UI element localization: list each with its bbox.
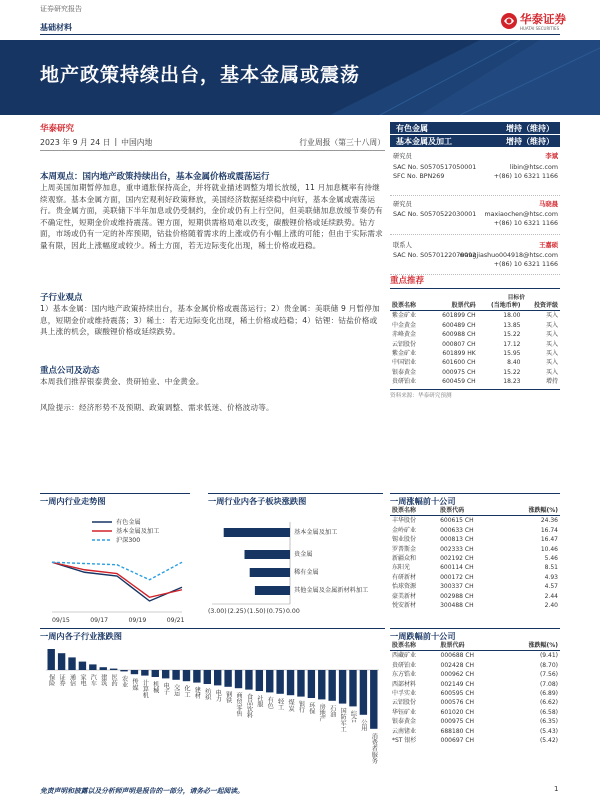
table-cell: 17.12 xyxy=(503,340,521,348)
table-cell: 丰华股份 xyxy=(392,517,417,525)
bar-category-label: 环保 xyxy=(307,702,315,715)
table-cell: 15.95 xyxy=(503,350,521,358)
bar-category-label: 钢铁 xyxy=(224,690,232,704)
table-cell: 000975 CH xyxy=(440,718,475,726)
bar xyxy=(172,670,179,680)
table-row xyxy=(390,330,560,339)
analyst-list xyxy=(390,151,560,275)
bar-category-label: 稀有金属 xyxy=(294,569,319,576)
table-row xyxy=(390,349,560,358)
table-cell: 东方锆业 xyxy=(392,671,417,679)
table-cell: 银泰黄金 xyxy=(392,718,417,726)
table-cell: 000576 CH xyxy=(440,699,475,707)
bar xyxy=(255,586,290,595)
table-cell: 000172 CH xyxy=(440,573,474,581)
table-cell: 002149 CH xyxy=(440,680,475,688)
bar-category-label: 传媒 xyxy=(130,678,138,691)
table-row xyxy=(390,535,560,544)
table-cell: 买入 xyxy=(545,331,558,339)
bar xyxy=(68,657,75,670)
x-tick-label: (1.50) xyxy=(247,608,266,615)
bar-category-label: 房地产 xyxy=(318,703,326,723)
bar xyxy=(224,670,231,687)
bar-category-label: 家电 xyxy=(78,674,86,687)
table-header-row: 股票名称 股票代码 涨跌幅(%) xyxy=(392,642,558,649)
bar xyxy=(297,670,304,697)
chart3-title: 一周内各子行业涨跌图 xyxy=(40,628,385,642)
gainers-table xyxy=(390,506,560,610)
table-cell: 贵研铂业 xyxy=(392,378,417,386)
bar-category-label: 基本金属及加工 xyxy=(294,529,338,536)
key-picks-title: 重点推荐 xyxy=(390,274,560,289)
bar xyxy=(183,670,190,681)
table-cell: 000975 CH xyxy=(442,368,476,376)
bar xyxy=(349,670,356,706)
bar-category-label: 通信 xyxy=(68,674,76,687)
bar xyxy=(224,528,290,537)
x-tick-label: 09/19 xyxy=(128,617,147,624)
rating-row: 基本金属及加工 增持（维持） xyxy=(390,135,560,147)
table-cell: 002192 CH xyxy=(440,555,474,563)
table-cell: 10.46 xyxy=(540,545,558,553)
table-row xyxy=(390,708,560,717)
bar-category-label: 医药 xyxy=(110,674,118,687)
table-cell: 15.22 xyxy=(503,368,521,376)
bar-category-label: 轻工 xyxy=(276,697,284,711)
table-cell: 买入 xyxy=(545,340,558,348)
table-cell: 18.23 xyxy=(503,378,521,386)
sector-label: 基础材料 xyxy=(40,23,72,32)
table-cell: 5.46 xyxy=(544,555,558,563)
table-cell: 新疆众和 xyxy=(392,555,417,563)
table-cell: 西部材料 xyxy=(392,680,417,688)
table-row xyxy=(390,516,560,526)
table-cell: 002333 CH xyxy=(440,545,474,553)
bar xyxy=(214,670,221,685)
viewpoint-title: 本周观点：国内地产政策持续出台，基本金属价格或震荡运行 xyxy=(40,172,270,182)
bar xyxy=(245,550,291,559)
bar-category-label: 汽车 xyxy=(89,674,97,687)
table-cell: 18.00 xyxy=(503,312,521,320)
table-cell: 锡业股份 xyxy=(392,536,417,544)
company-title: 重点公司及动态 xyxy=(40,366,100,376)
losers-table xyxy=(390,641,560,745)
bar-category-label: 银行 xyxy=(297,700,305,714)
bar xyxy=(256,670,263,691)
key-picks-target-header: 目标价 xyxy=(507,295,525,301)
analyst-card: 联系人 王嘉硕 SAC No. S0570122070092 wangjiashuo004918@htsc.com +(86) 10 6321 1166 xyxy=(390,235,560,275)
table-cell: 买入 xyxy=(545,359,558,367)
bar xyxy=(100,667,107,670)
table-cell: 002988 CH xyxy=(440,592,474,600)
bar xyxy=(287,670,294,695)
bar xyxy=(370,670,377,729)
table-cell: 2.44 xyxy=(544,592,558,600)
risk-text: 风险提示：经济形势不及预期、政策调整、需求低迷、价格波动等。 xyxy=(40,403,274,412)
table-cell: 688180 CH xyxy=(440,727,475,735)
meta-divider xyxy=(40,150,385,151)
bar-category-label: 保险 xyxy=(47,674,55,687)
analyst-card: 研究员 李斌 SAC No. S0570517050001 libin@htsc.com SFC No. BPN269 +(86) 10 6321 1166 xyxy=(390,151,560,196)
legend-label: 基本金属及加工 xyxy=(116,528,160,535)
table-cell: 中孚实业 xyxy=(392,690,417,698)
bar xyxy=(152,670,159,677)
chart2-svg xyxy=(208,506,383,631)
table-cell: 16.47 xyxy=(540,536,558,544)
bar-category-label: 证券 xyxy=(58,674,66,687)
key-picks xyxy=(390,274,560,399)
key-picks-table xyxy=(390,301,560,387)
table-row xyxy=(390,358,560,367)
table-row xyxy=(390,526,560,535)
table-row xyxy=(390,321,560,330)
table-cell: 贵研铂业 xyxy=(392,661,417,669)
table-cell: (8.70) xyxy=(539,661,558,669)
chart1-title: 一周内行业走势图 xyxy=(40,493,190,507)
bar xyxy=(318,670,325,699)
table-cell: 8.40 xyxy=(507,359,521,367)
table-cell: 000813 CH xyxy=(440,536,474,544)
bar xyxy=(245,670,252,690)
table-cell: (7.08) xyxy=(539,680,558,688)
table-cell: 600489 CH xyxy=(442,321,476,329)
table-cell: 600988 CH xyxy=(442,331,476,339)
bar-category-label: 交运 xyxy=(172,683,180,697)
viewpoint-body: 上周美国加期暂停加息，重申通胀保持高企，并将就业描述调整为增长放缓，11 月加息概率有待继续观察。基本金属方面，国内宏观利好政策释放，美国经济数据延续稳中向好，基本金属或震荡运行。贵金属方面，美联储下半年加息或仍受制约，金价或仍有上行空间，但美联储加息放缓节奏仍有不确定性，短期金价或维持震荡。锂方面，短期供需格局难以改变，碳酸锂价格或延续跌势。钴方面，市场或仍有一定的补库预期，钴盐价格随着需求的上涨或仍有小幅上涨的可能；但由于实际需求量有限，因此上涨幅度或较少。稀土方面，若无边际变化出现，稀土价格或趋稳。 xyxy=(40,183,383,250)
table-cell: 中金黄金 xyxy=(392,321,417,329)
bar-category-label: 农业 xyxy=(120,675,128,688)
table-cell: 买入 xyxy=(545,350,558,358)
table-cell: 600459 CH xyxy=(442,378,476,386)
bar xyxy=(276,670,283,694)
key-picks-source: 资料来源：华泰研究预测 xyxy=(390,389,560,399)
sector-underline xyxy=(40,34,560,35)
bar-category-label: 计算机 xyxy=(141,679,149,699)
bar-category-label: 综合 xyxy=(349,710,357,723)
bar-category-label: 公用 xyxy=(359,718,367,732)
bar xyxy=(141,670,148,676)
bar xyxy=(266,670,273,692)
table-cell: 金岭矿业 xyxy=(392,526,417,534)
table-cell: 000962 CH xyxy=(440,671,475,679)
bar-category-label: 电力 xyxy=(214,689,222,702)
bar-category-label: 建材 xyxy=(193,686,201,700)
sub-industry-title: 子行业观点 xyxy=(40,293,83,303)
gainers-title: 一周涨幅前十公司 xyxy=(390,493,560,507)
report-kind: 行业周报（第三十八周） xyxy=(299,138,385,147)
bar-category-label: 其他金属及金属新材料加工 xyxy=(294,587,369,594)
table-cell: (5.42) xyxy=(539,737,558,745)
table-cell: 13.85 xyxy=(503,321,521,329)
bar-category-label: 商贸零售 xyxy=(235,692,243,718)
table-row xyxy=(390,377,560,386)
company-body: 本周我们推荐银泰黄金、贵研铂业、中金黄金。 xyxy=(40,377,204,386)
table-row xyxy=(390,698,560,707)
table-cell: 600615 CH xyxy=(440,517,474,525)
bar xyxy=(204,670,211,684)
meta-line: 2023 年 9 月 24 日 | 中国内地 行业周报（第三十八周） xyxy=(40,137,385,147)
bar-category-label: 煤炭 xyxy=(287,699,295,712)
table-cell: 悦安新材 xyxy=(392,602,417,610)
footer-disclaimer: 免责声明和披露以及分析师声明是报告的一部分，请务必一起阅读。 xyxy=(40,787,244,795)
table-row xyxy=(390,717,560,726)
bar xyxy=(89,664,96,670)
table-row xyxy=(390,670,560,679)
brand-logo xyxy=(500,8,566,38)
table-cell: 4.93 xyxy=(544,573,558,581)
losers-title: 一周跌幅前十公司 xyxy=(390,628,560,642)
bar-category-label: 食品饮料 xyxy=(245,693,253,719)
table-cell: (6.89) xyxy=(539,690,558,698)
footer-page: 1 xyxy=(554,785,559,793)
bar xyxy=(58,653,65,670)
table-cell: 300488 CH xyxy=(440,602,474,610)
series-line xyxy=(52,562,182,597)
report-date: 2023 年 9 月 24 日 xyxy=(40,138,111,147)
report-type: 证券研究报告 xyxy=(40,5,82,13)
table-row xyxy=(390,601,560,610)
series-line xyxy=(52,562,182,580)
table-row xyxy=(390,661,560,670)
table-cell: 西藏矿业 xyxy=(392,652,417,660)
table-cell: 云铝股份 xyxy=(392,699,417,707)
table-cell: (6.58) xyxy=(539,708,558,716)
table-cell: 豪美新材 xyxy=(392,592,417,600)
table-cell: 24.36 xyxy=(540,517,558,525)
table-cell: 16.74 xyxy=(540,526,558,534)
table-cell: (6.35) xyxy=(539,718,558,726)
table-cell: 000633 CH xyxy=(440,526,474,534)
bar xyxy=(360,670,367,715)
table-cell: (7.56) xyxy=(539,671,558,679)
table-row xyxy=(390,680,560,689)
rating-row: 有色金属 增持（维持） xyxy=(390,122,560,134)
bar xyxy=(120,670,127,671)
table-header-row: 股票名称 股票代码 涨跌幅(%) xyxy=(392,507,558,514)
table-row xyxy=(390,545,560,554)
table-cell: 云铝股份 xyxy=(392,340,417,348)
table-cell: 华钰矿业 xyxy=(392,708,417,716)
bar-category-label: 贵金属 xyxy=(294,551,313,558)
bar xyxy=(250,568,290,577)
report-title: 地产政策持续出台，基本金属或震荡 xyxy=(40,64,361,86)
x-tick-label: 09/17 xyxy=(90,617,109,624)
bar-category-label: 消费者服务 xyxy=(370,732,378,764)
analyst-card: 研究员 马晓晨 SAC No. S0570522030001 maxiaochen@htsc.com +(86) 10 6321 1166 xyxy=(390,196,560,235)
table-cell: 紫金矿业 xyxy=(392,350,417,358)
table-cell: *ST 银杉 xyxy=(392,737,417,745)
table-row xyxy=(390,582,560,591)
table-cell: 600114 CH xyxy=(440,564,474,572)
table-cell: 300337 CH xyxy=(440,583,474,591)
series-line xyxy=(52,562,182,601)
table-cell: 东阳光 xyxy=(392,564,411,572)
x-tick-label: 0.00 xyxy=(286,608,300,615)
table-row xyxy=(390,311,560,321)
table-row xyxy=(390,573,560,582)
brand-name: 华泰证券 xyxy=(520,12,566,26)
bar-category-label: 电子 xyxy=(162,682,170,695)
bar xyxy=(328,670,335,701)
table-cell: 有研新材 xyxy=(392,573,417,581)
bar-category-label: 化工 xyxy=(182,685,190,698)
bar-category-label: 有色 xyxy=(266,696,274,709)
table-cell: 000688 CH xyxy=(440,652,475,660)
table-cell: (9.41) xyxy=(539,652,558,660)
table-cell: 赤峰黄金 xyxy=(392,331,417,339)
bar xyxy=(235,670,242,688)
bar-category-label: 社服 xyxy=(255,695,263,708)
table-row xyxy=(390,592,560,601)
chart3-svg xyxy=(40,642,385,772)
table-cell: (6.62) xyxy=(539,699,558,707)
x-tick-label: (0.75) xyxy=(266,608,286,615)
table-cell: 600595 CH xyxy=(440,690,475,698)
legend-label: 有色金属 xyxy=(116,519,141,526)
table-cell: 紫金矿业 xyxy=(392,312,417,320)
table-row xyxy=(390,651,560,661)
table-cell: 002428 CH xyxy=(440,661,475,669)
table-row xyxy=(390,554,560,563)
table-cell: 601020 CH xyxy=(440,708,475,716)
table-cell: 怡球资源 xyxy=(392,583,417,591)
research-label: 华泰研究 xyxy=(40,124,75,134)
title-banner xyxy=(0,40,600,115)
brand-name-en: HUATAI SECURITIES xyxy=(520,26,560,31)
table-cell: 4.57 xyxy=(544,583,558,591)
table-cell: 601600 CH xyxy=(442,359,476,367)
table-cell: 罗普斯金 xyxy=(392,545,417,553)
ratings-box xyxy=(390,122,560,147)
x-tick-label: (2.25) xyxy=(227,608,247,615)
table-cell: 000697 CH xyxy=(440,737,475,745)
chart2-title: 一周行业内各子板块涨跌图 xyxy=(208,493,383,507)
table-cell: 8.51 xyxy=(544,564,558,572)
table-cell: 601899 CH xyxy=(442,312,476,320)
table-cell: 买入 xyxy=(545,321,558,329)
table-row xyxy=(390,689,560,698)
bar-category-label: 纺织 xyxy=(203,688,211,701)
table-cell: 云南锗业 xyxy=(392,727,417,735)
bar xyxy=(339,670,346,704)
bar xyxy=(110,669,117,670)
bar xyxy=(193,670,200,683)
table-cell: 000807 CH xyxy=(442,340,476,348)
x-tick-label: 09/21 xyxy=(166,617,185,624)
chart1-svg xyxy=(40,506,190,631)
table-cell: 增持 xyxy=(545,378,558,386)
legend-label: 沪深300 xyxy=(116,537,141,544)
table-cell: 银泰黄金 xyxy=(392,368,417,376)
table-row xyxy=(390,727,560,736)
table-row xyxy=(390,563,560,572)
bar xyxy=(131,670,138,674)
table-cell: 买入 xyxy=(545,368,558,376)
x-tick-label: 09/15 xyxy=(52,617,70,624)
bar xyxy=(308,670,315,698)
table-cell: 15.22 xyxy=(503,331,521,339)
table-header-row: 股票名称 股票代码 (当地币种) 投资评级 xyxy=(392,302,558,309)
table-row xyxy=(390,340,560,349)
x-tick-label: (3.00) xyxy=(208,608,227,615)
bar-category-label: 国防军工 xyxy=(339,707,347,733)
huatai-logo-icon xyxy=(500,12,518,30)
sub-industry-body: 1）基本金属：国内地产政策持续出台，基本金属价格或震荡运行；2）贵金属：美联储 9 月暂停加息，短期金价或维持震荡；3）稀土：若无边际变化出现，稀土价格或趋稳；4）钴锂：钴盐价格或具上涨的机会，碳酸锂价格或延续跌势。 xyxy=(40,304,380,337)
table-cell: (5.43) xyxy=(539,727,558,735)
table-cell: 601899 HK xyxy=(442,350,476,358)
bar xyxy=(48,649,55,670)
bar xyxy=(79,662,86,670)
bar-category-label: 石油 xyxy=(328,704,336,718)
bar-category-label: 机械 xyxy=(151,681,159,694)
table-row xyxy=(390,736,560,745)
table-cell: 2.40 xyxy=(544,602,558,610)
table-cell: 中国铝业 xyxy=(392,359,417,367)
table-row xyxy=(390,368,560,377)
table-cell: 买入 xyxy=(545,312,558,320)
report-region: 中国内地 xyxy=(121,138,153,147)
bar-category-label: 建筑 xyxy=(99,674,107,687)
bar xyxy=(162,670,169,678)
